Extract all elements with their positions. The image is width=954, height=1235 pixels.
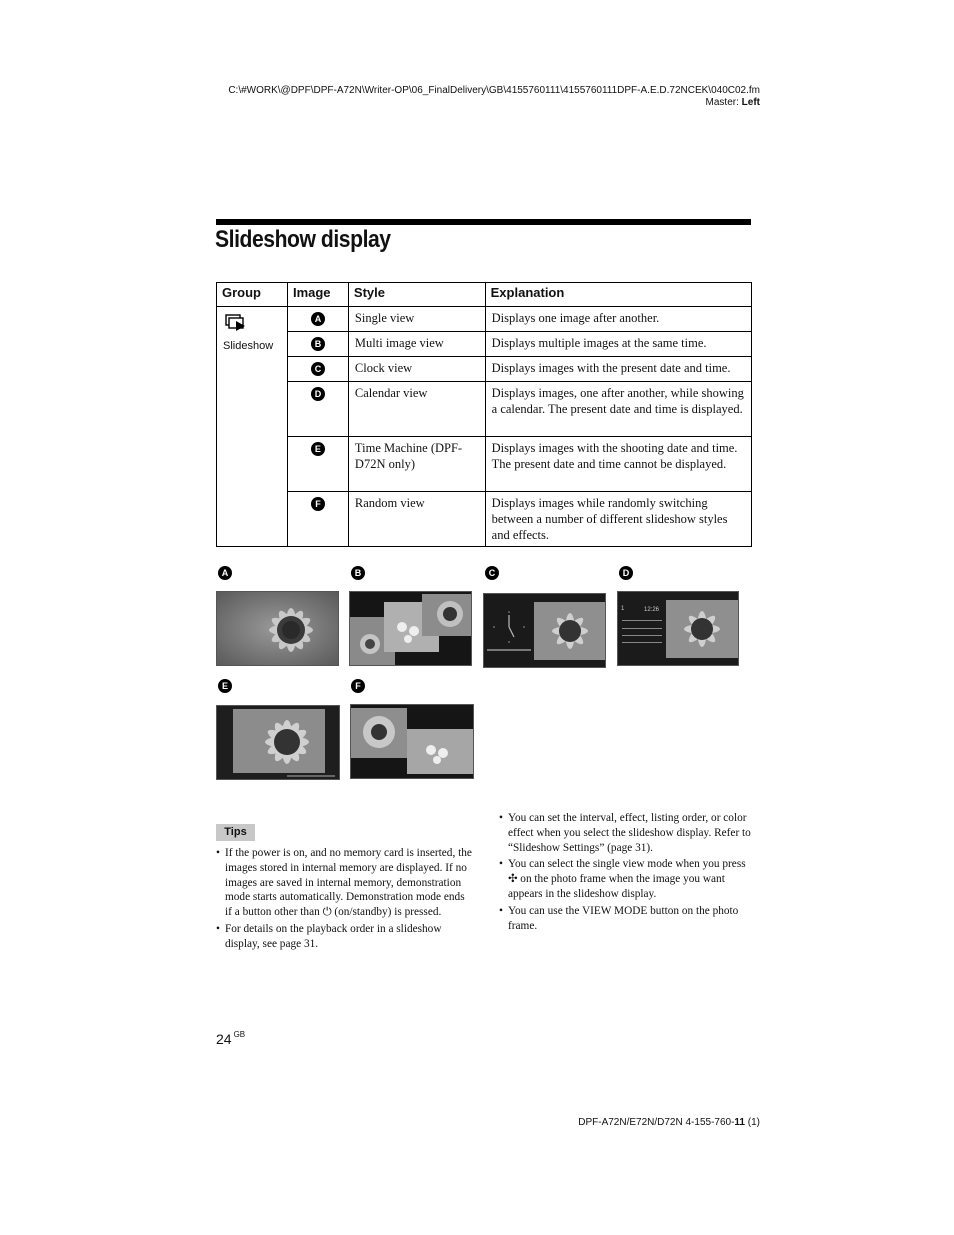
image-marker: D — [311, 387, 325, 401]
table-row — [217, 382, 752, 437]
group-cell — [217, 307, 288, 547]
image-marker: F — [311, 497, 325, 511]
master-label: Master: — [705, 97, 739, 108]
explanation-cell: Displays images with the present date and time. — [485, 357, 751, 382]
image-marker-cell — [287, 357, 348, 382]
tip-item: • If the power is on, and no memory card is inserted, the images stored in internal memory are displayed. If no images are saved in internal memory, demonstration mode starts automatically. Demonstration mode ends if a button other than ⏻ (on/standby) is pressed. — [216, 846, 474, 920]
table-row — [217, 437, 752, 492]
thumbnail-random-view — [350, 704, 474, 779]
col-header-group: Group — [217, 283, 288, 307]
page-title: Slideshow display — [215, 226, 391, 253]
master-value: Left — [741, 97, 760, 108]
model-suffix: (1) — [745, 1117, 760, 1128]
image-marker: A — [311, 312, 325, 326]
explanation-cell: Displays images while randomly switching between a number of different slideshow styles and effects. — [485, 492, 751, 547]
thumbnail-single-view — [216, 591, 339, 666]
thumb-label-d: D — [619, 563, 633, 581]
table-row — [217, 492, 752, 547]
slideshow-style-table — [216, 282, 752, 547]
tips-right-list — [499, 811, 751, 935]
style-cell: Random view — [348, 492, 485, 547]
thumbnail-time-machine — [216, 705, 340, 780]
explanation-cell: Displays one image after another. — [485, 307, 751, 332]
thumb-label-b: B — [351, 563, 365, 581]
image-marker: E — [311, 442, 325, 456]
explanation-cell: Displays images with the shooting date and time. The present date and time cannot be displayed. — [485, 437, 751, 492]
page-number — [216, 1031, 245, 1047]
tip-item: • You can set the interval, effect, listing order, or color effect when you select the slideshow display. Refer to “Slideshow Settings” (page 31). — [499, 811, 751, 855]
thumbnail-calendar-view — [617, 591, 739, 666]
time-machine-photo — [217, 706, 339, 779]
style-cell: Calendar view — [348, 382, 485, 437]
style-cell: Time Machine (DPF-D72N only) — [348, 437, 485, 492]
image-marker-cell — [287, 332, 348, 357]
model-bold: 11 — [734, 1117, 745, 1128]
calendar-photo — [618, 592, 738, 665]
thumbnail-clock-view — [483, 593, 606, 668]
image-marker: B — [311, 337, 325, 351]
model-footer — [578, 1117, 760, 1128]
model-prefix: DPF-A72N/E72N/D72N 4-155-760- — [578, 1117, 735, 1128]
tip-item: • For details on the playback order in a slideshow display, see page 31. — [216, 922, 474, 952]
thumbnail-multi-image-view — [349, 591, 472, 666]
style-cell: Single view — [348, 307, 485, 332]
thumb-label-e: E — [218, 676, 232, 694]
image-marker-cell — [287, 437, 348, 492]
sunflower-photo — [217, 592, 338, 665]
clock-photo — [484, 594, 605, 667]
calendar-time: 12:26 — [644, 607, 660, 613]
style-cell: Multi image view — [348, 332, 485, 357]
group-label: Slideshow — [223, 340, 274, 352]
tip-item: • You can select the single view mode when you press ✣ on the photo frame when the image you want appears in the slideshow display. — [499, 857, 751, 901]
image-marker-cell — [287, 382, 348, 437]
col-header-explanation: Explanation — [485, 283, 751, 307]
table-row — [217, 307, 752, 332]
thumb-label-f: F — [351, 676, 365, 694]
tips-left-list — [216, 846, 474, 954]
col-header-style: Style — [348, 283, 485, 307]
title-rule — [216, 219, 751, 225]
tip-item: • You can use the VIEW MODE button on the photo frame. — [499, 904, 751, 934]
thumb-label-c: C — [485, 563, 499, 581]
slideshow-icon — [225, 314, 247, 332]
master-page-label — [706, 97, 760, 108]
style-cell: Clock view — [348, 357, 485, 382]
page-number-value: 24 — [216, 1031, 232, 1047]
explanation-cell: Displays images, one after another, while showing a calendar. The present date and time is displayed. — [485, 382, 751, 437]
calendar-day: 1 — [621, 606, 625, 612]
tips-badge: Tips — [216, 824, 255, 841]
file-path-header: C:\#WORK\@DPF\DPF-A72N\Writer-OP\06_FinalDelivery\GB\4155760111\4155760111DPF-A.E.D.72NCEK\040C02.fm — [228, 85, 760, 96]
thumb-label-a: A — [218, 563, 232, 581]
random-photo-collage — [351, 705, 473, 778]
image-marker-cell — [287, 307, 348, 332]
image-marker-cell — [287, 492, 348, 547]
page-suffix: GB — [233, 1030, 246, 1039]
table-row — [217, 357, 752, 382]
explanation-cell: Displays multiple images at the same time. — [485, 332, 751, 357]
table-row — [217, 332, 752, 357]
multi-photo-collage — [350, 592, 471, 665]
table-header-row — [217, 283, 752, 307]
col-header-image: Image — [287, 283, 348, 307]
image-marker: C — [311, 362, 325, 376]
